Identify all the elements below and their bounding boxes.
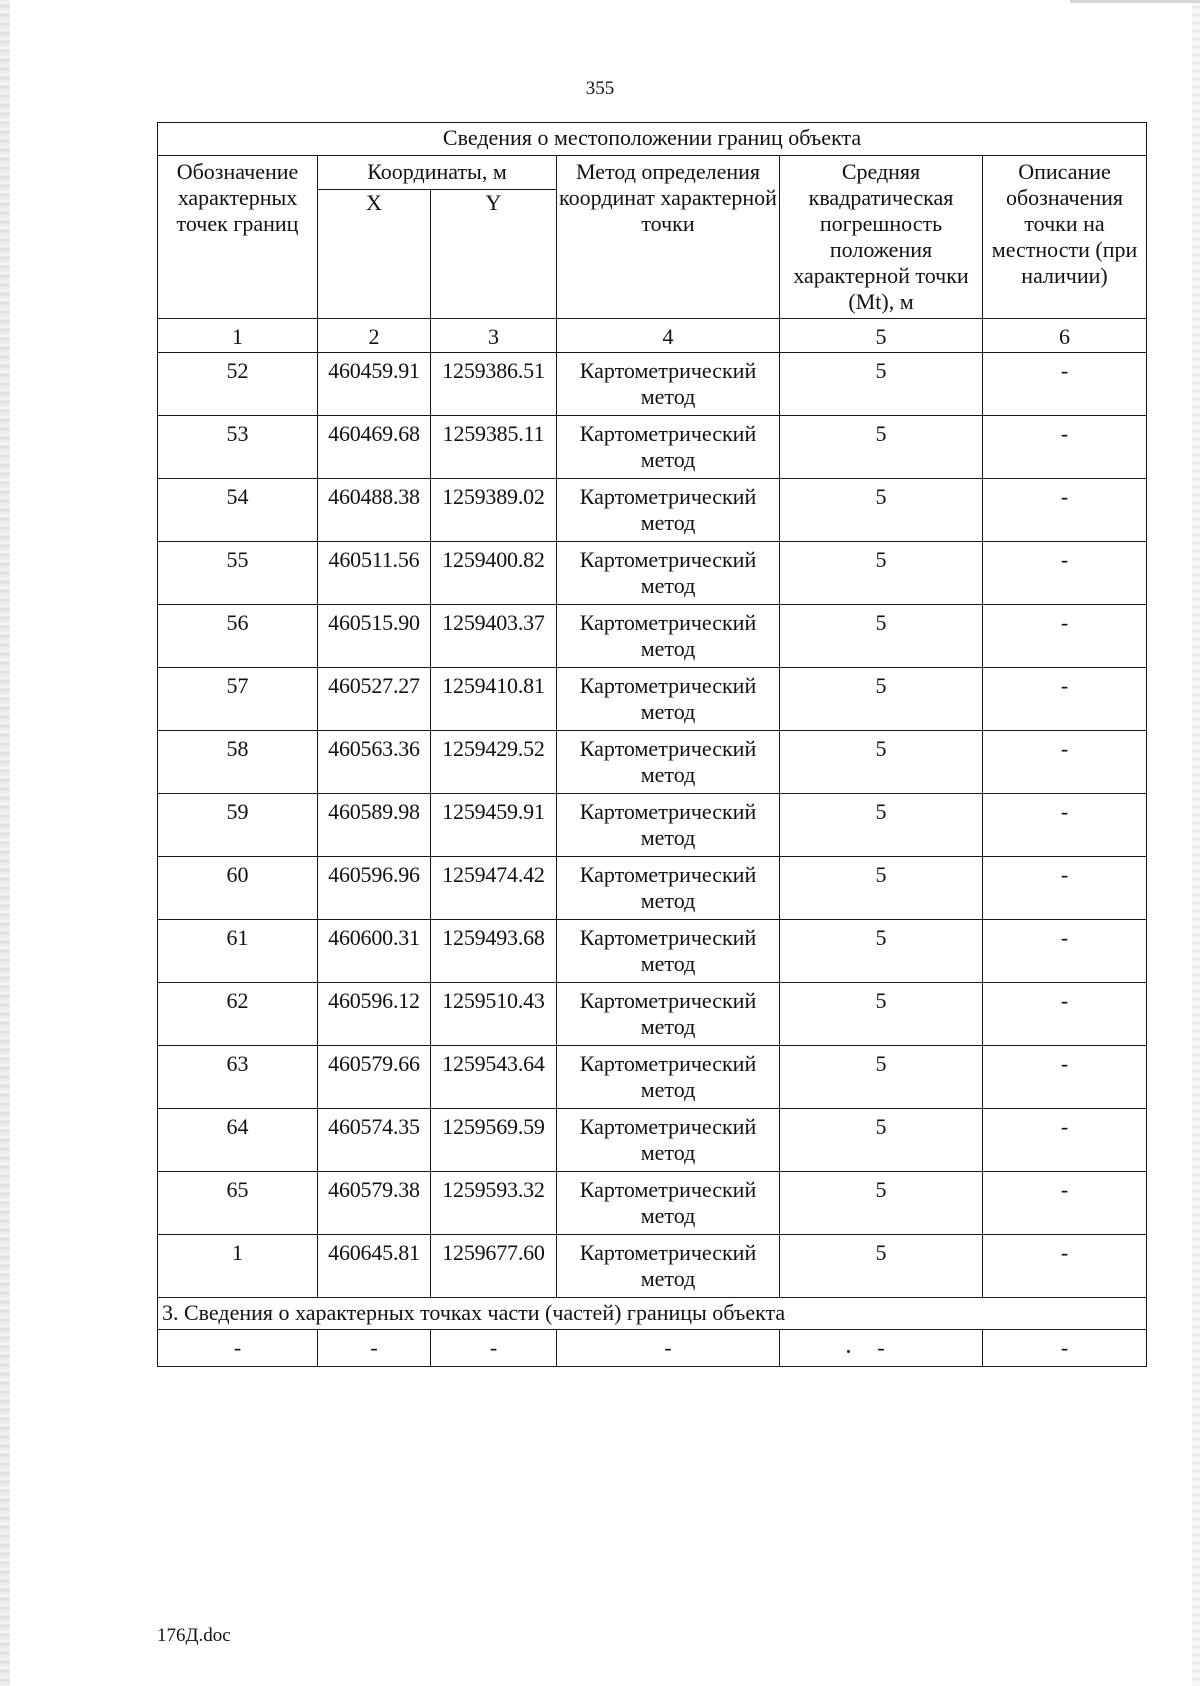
table-row xyxy=(158,731,1147,794)
cell-point: 57 xyxy=(158,668,318,731)
cell-y: 1259410.81 xyxy=(431,668,557,731)
cell-description: - xyxy=(983,1235,1147,1298)
table-row xyxy=(158,479,1147,542)
cell-error: 5 xyxy=(780,731,983,794)
cell-point: 52 xyxy=(158,353,318,416)
cell-description: - xyxy=(983,1046,1147,1109)
cell-description: - xyxy=(983,1109,1147,1172)
cell-point: 64 xyxy=(158,1109,318,1172)
cell-x: 460596.12 xyxy=(318,983,431,1046)
scan-edge-right xyxy=(1192,0,1200,1686)
cell-point: 54 xyxy=(158,479,318,542)
cell-error: 5 xyxy=(780,605,983,668)
cell-y: 1259474.42 xyxy=(431,857,557,920)
cell-x: 460579.38 xyxy=(318,1172,431,1235)
table-row xyxy=(158,416,1147,479)
empty-cell: - xyxy=(158,1330,318,1367)
table-caption: Сведения о местоположении границ объекта xyxy=(158,123,1147,156)
empty-cell: - xyxy=(318,1330,431,1367)
cell-x: 460645.81 xyxy=(318,1235,431,1298)
column-number: 3 xyxy=(431,319,557,353)
cell-point: 63 xyxy=(158,1046,318,1109)
cell-x: 460488.38 xyxy=(318,479,431,542)
column-number-row xyxy=(158,319,1147,353)
empty-cell: - xyxy=(983,1330,1147,1367)
cell-error: 5 xyxy=(780,1235,983,1298)
cell-description: - xyxy=(983,668,1147,731)
cell-error: 5 xyxy=(780,857,983,920)
footer-filename: 176Д.doc xyxy=(157,1625,231,1646)
cell-description: - xyxy=(983,1172,1147,1235)
cell-method: Картометрический метод xyxy=(557,479,780,542)
cell-y: 1259510.43 xyxy=(431,983,557,1046)
cell-point: 61 xyxy=(158,920,318,983)
header-coordinates: Координаты, м xyxy=(318,156,557,190)
table-row xyxy=(158,1109,1147,1172)
cell-y: 1259403.37 xyxy=(431,605,557,668)
table-row xyxy=(158,983,1147,1046)
cell-error: 5 xyxy=(780,416,983,479)
section3-empty-row xyxy=(158,1330,1147,1367)
cell-description: - xyxy=(983,605,1147,668)
cell-description: - xyxy=(983,794,1147,857)
cell-point: 59 xyxy=(158,794,318,857)
cell-method: Картометрический метод xyxy=(557,668,780,731)
empty-cell: - xyxy=(780,1330,983,1367)
cell-y: 1259389.02 xyxy=(431,479,557,542)
cell-method: Картометрический метод xyxy=(557,1046,780,1109)
cell-description: - xyxy=(983,731,1147,794)
table-caption-row xyxy=(158,123,1147,156)
cell-description: - xyxy=(983,353,1147,416)
cell-point: 65 xyxy=(158,1172,318,1235)
column-number: 6 xyxy=(983,319,1147,353)
cell-x: 460511.56 xyxy=(318,542,431,605)
cell-y: 1259385.11 xyxy=(431,416,557,479)
cell-y: 1259677.60 xyxy=(431,1235,557,1298)
empty-cell: - xyxy=(557,1330,780,1367)
cell-x: 460469.68 xyxy=(318,416,431,479)
cell-error: 5 xyxy=(780,1172,983,1235)
table-row xyxy=(158,605,1147,668)
cell-x: 460596.96 xyxy=(318,857,431,920)
header-point: Обозначение характерных точек границ xyxy=(158,156,318,319)
table-row xyxy=(158,353,1147,416)
header-description: Описание обозначения точки на местности (при наличии) xyxy=(983,156,1147,319)
table-row xyxy=(158,1235,1147,1298)
cell-y: 1259429.52 xyxy=(431,731,557,794)
cell-y: 1259493.68 xyxy=(431,920,557,983)
cell-error: 5 xyxy=(780,1046,983,1109)
header-row xyxy=(158,156,1147,190)
section3-title-row xyxy=(158,1298,1147,1330)
cell-method: Картометрический метод xyxy=(557,542,780,605)
cell-y: 1259386.51 xyxy=(431,353,557,416)
table-row xyxy=(158,794,1147,857)
header-x: X xyxy=(318,190,431,319)
cell-method: Картометрический метод xyxy=(557,1109,780,1172)
column-number: 1 xyxy=(158,319,318,353)
cell-y: 1259543.64 xyxy=(431,1046,557,1109)
table-row xyxy=(158,857,1147,920)
empty-cell: - xyxy=(431,1330,557,1367)
scan-corner-mark xyxy=(1070,0,1200,3)
column-number: 4 xyxy=(557,319,780,353)
cell-method: Картометрический метод xyxy=(557,731,780,794)
cell-error: 5 xyxy=(780,794,983,857)
cell-x: 460563.36 xyxy=(318,731,431,794)
cell-x: 460459.91 xyxy=(318,353,431,416)
cell-error: 5 xyxy=(780,668,983,731)
cell-point: 55 xyxy=(158,542,318,605)
cell-y: 1259459.91 xyxy=(431,794,557,857)
cell-error: 5 xyxy=(780,920,983,983)
boundary-coordinates-table xyxy=(157,122,1147,1367)
table-row xyxy=(158,1172,1147,1235)
scan-edge-left xyxy=(0,0,10,1686)
cell-method: Картометрический метод xyxy=(557,1172,780,1235)
cell-x: 460527.27 xyxy=(318,668,431,731)
cell-error: 5 xyxy=(780,542,983,605)
cell-method: Картометрический метод xyxy=(557,353,780,416)
table-row xyxy=(158,920,1147,983)
cell-description: - xyxy=(983,479,1147,542)
cell-y: 1259569.59 xyxy=(431,1109,557,1172)
header-method: Метод определения координат характерной точки xyxy=(557,156,780,319)
column-number: 2 xyxy=(318,319,431,353)
header-y: Y xyxy=(431,190,557,319)
table-row xyxy=(158,1046,1147,1109)
cell-point: 53 xyxy=(158,416,318,479)
stray-scan-dot xyxy=(847,1350,850,1353)
cell-error: 5 xyxy=(780,1109,983,1172)
column-number: 5 xyxy=(780,319,983,353)
cell-description: - xyxy=(983,416,1147,479)
section3-title: 3. Сведения о характерных точках части (частей) границы объекта xyxy=(158,1298,1147,1330)
cell-y: 1259593.32 xyxy=(431,1172,557,1235)
cell-description: - xyxy=(983,983,1147,1046)
cell-error: 5 xyxy=(780,983,983,1046)
cell-method: Картометрический метод xyxy=(557,416,780,479)
cell-x: 460600.31 xyxy=(318,920,431,983)
cell-point: 62 xyxy=(158,983,318,1046)
cell-x: 460574.35 xyxy=(318,1109,431,1172)
cell-point: 58 xyxy=(158,731,318,794)
cell-x: 460579.66 xyxy=(318,1046,431,1109)
table-row xyxy=(158,668,1147,731)
cell-y: 1259400.82 xyxy=(431,542,557,605)
cell-x: 460589.98 xyxy=(318,794,431,857)
cell-method: Картометрический метод xyxy=(557,920,780,983)
cell-method: Картометрический метод xyxy=(557,857,780,920)
cell-error: 5 xyxy=(780,479,983,542)
table-row xyxy=(158,542,1147,605)
cell-description: - xyxy=(983,857,1147,920)
cell-point: 56 xyxy=(158,605,318,668)
cell-point: 1 xyxy=(158,1235,318,1298)
cell-description: - xyxy=(983,542,1147,605)
cell-method: Картометрический метод xyxy=(557,794,780,857)
page-number: 355 xyxy=(585,78,615,99)
cell-method: Картометрический метод xyxy=(557,605,780,668)
cell-x: 460515.90 xyxy=(318,605,431,668)
cell-point: 60 xyxy=(158,857,318,920)
cell-error: 5 xyxy=(780,353,983,416)
cell-method: Картометрический метод xyxy=(557,1235,780,1298)
cell-method: Картометрический метод xyxy=(557,983,780,1046)
header-error: Средняя квадратическая погрешность положения характерной точки (Mt), м xyxy=(780,156,983,319)
cell-description: - xyxy=(983,920,1147,983)
